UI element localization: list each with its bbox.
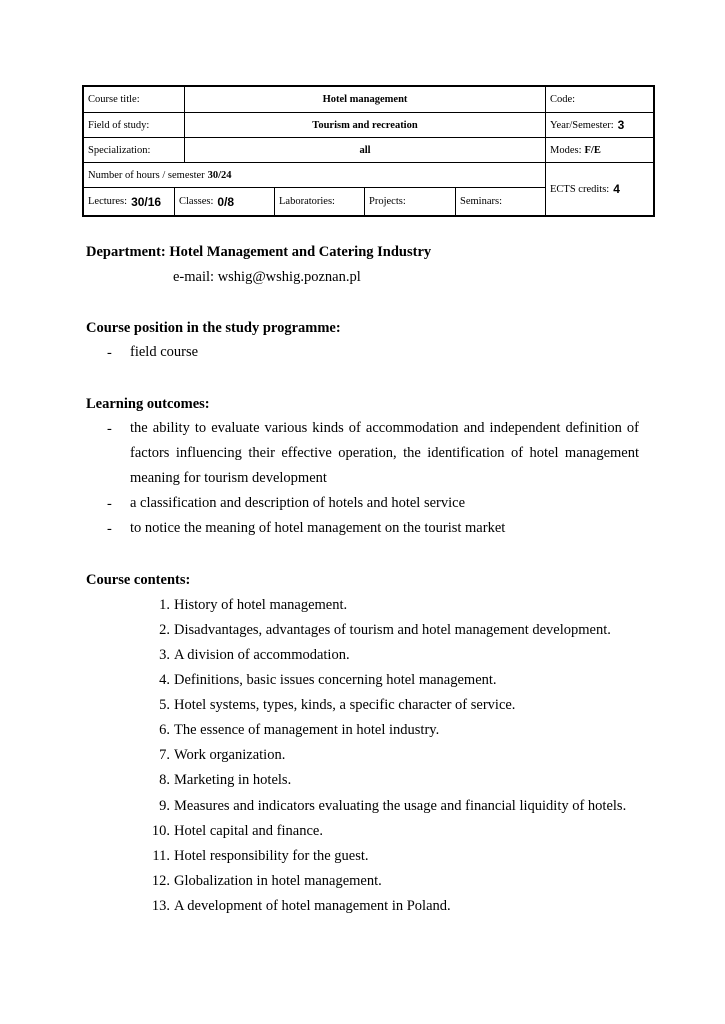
list-dash: -	[107, 345, 112, 361]
course-title-row	[84, 87, 653, 113]
year-semester-cell	[546, 113, 653, 137]
spec-label: Specialization:	[84, 138, 185, 162]
lectures-label: Lectures:	[88, 196, 128, 207]
contents-item: A development of hotel management in Poland.	[174, 898, 451, 914]
contents-number: 13.	[151, 898, 170, 914]
contents-item: Hotel systems, types, kinds, a specific character of service.	[174, 697, 516, 713]
contents-number: 10.	[151, 823, 170, 839]
modes-cell	[546, 138, 653, 162]
contents-number: 8.	[159, 772, 170, 788]
contents-number: 4.	[159, 672, 170, 688]
field-of-study-row	[84, 113, 653, 138]
hours-breakdown-row	[84, 188, 545, 215]
contents-item: A division of accommodation.	[174, 647, 350, 663]
outcome-item: the ability to evaluate various kinds of accommodation and independent definition of factors influencing their effective operation, the identification of hotel management meaning for tourism development	[130, 420, 639, 486]
hours-value: 30/24	[207, 169, 232, 181]
lectures-value: 30/16	[131, 194, 162, 209]
specialization-row	[84, 138, 653, 163]
spec-value: all	[185, 138, 546, 162]
seminars-label: Seminars:	[460, 196, 502, 207]
contents-number: 6.	[159, 722, 170, 738]
contents-number: 3.	[159, 647, 170, 663]
contents-item: Hotel capital and finance.	[174, 823, 323, 839]
hours-cell	[84, 163, 545, 188]
year-value: 3	[617, 118, 625, 132]
contents-item: Marketing in hotels.	[174, 772, 292, 788]
contents-number: 2.	[159, 622, 170, 638]
contents-item: The essence of management in hotel industry.	[174, 722, 440, 738]
ects-value: 4	[613, 182, 620, 196]
list-dash: -	[107, 521, 112, 537]
projects-label: Projects:	[365, 188, 456, 215]
course-contents-heading: Course contents:	[86, 572, 191, 588]
classes-cell	[175, 188, 275, 215]
modes-value: F/E	[584, 144, 601, 156]
contents-item: Hotel responsibility for the guest.	[174, 848, 369, 864]
contents-item: Work organization.	[174, 747, 286, 763]
contents-item: Definitions, basic issues concerning hotel management.	[174, 672, 497, 688]
contents-number: 1.	[159, 597, 170, 613]
position-item: field course	[130, 344, 199, 360]
department-heading: Department: Hotel Management and Catering Industry	[86, 244, 432, 260]
course-title-value: Hotel management	[185, 87, 546, 112]
course-title-label: Course title:	[84, 87, 185, 112]
contents-number: 11.	[152, 848, 170, 864]
contents-item: Disadvantages, advantages of tourism and hotel management development.	[174, 622, 611, 638]
ects-label: ECTS credits:	[550, 183, 610, 195]
outcome-item: a classification and description of hotels and hotel service	[130, 495, 466, 511]
contents-number: 9.	[159, 798, 170, 814]
labs-label: Laboratories:	[275, 188, 365, 215]
year-label: Year/Semester:	[550, 119, 614, 131]
hours-left	[84, 163, 546, 215]
modes-label: Modes:	[550, 144, 582, 156]
hours-label: Number of hours / semester	[88, 169, 205, 181]
learning-outcomes-heading: Learning outcomes:	[86, 396, 210, 412]
ects-cell	[546, 163, 653, 215]
classes-value: 0/8	[217, 194, 235, 209]
code-label: Code:	[550, 94, 576, 105]
list-dash: -	[107, 421, 112, 437]
contents-number: 12.	[151, 873, 170, 889]
contents-item: Measures and indicators evaluating the usage and financial liquidity of hotels.	[174, 798, 627, 814]
course-info-table	[82, 85, 655, 217]
list-dash: -	[107, 496, 112, 512]
outcome-item: to notice the meaning of hotel management on the tourist market	[130, 520, 506, 536]
hours-block	[84, 163, 653, 215]
course-position-heading: Course position in the study programme:	[86, 320, 341, 336]
contents-item: Globalization in hotel management.	[174, 873, 382, 889]
lectures-cell	[84, 188, 175, 215]
classes-label: Classes:	[179, 196, 214, 207]
contents-item: History of hotel management.	[174, 597, 348, 613]
department-email: e-mail: wshig@wshig.poznan.pl	[173, 269, 361, 285]
field-value: Tourism and recreation	[185, 113, 546, 137]
contents-number: 5.	[159, 697, 170, 713]
contents-number: 7.	[159, 747, 170, 763]
field-label: Field of study:	[84, 113, 185, 137]
